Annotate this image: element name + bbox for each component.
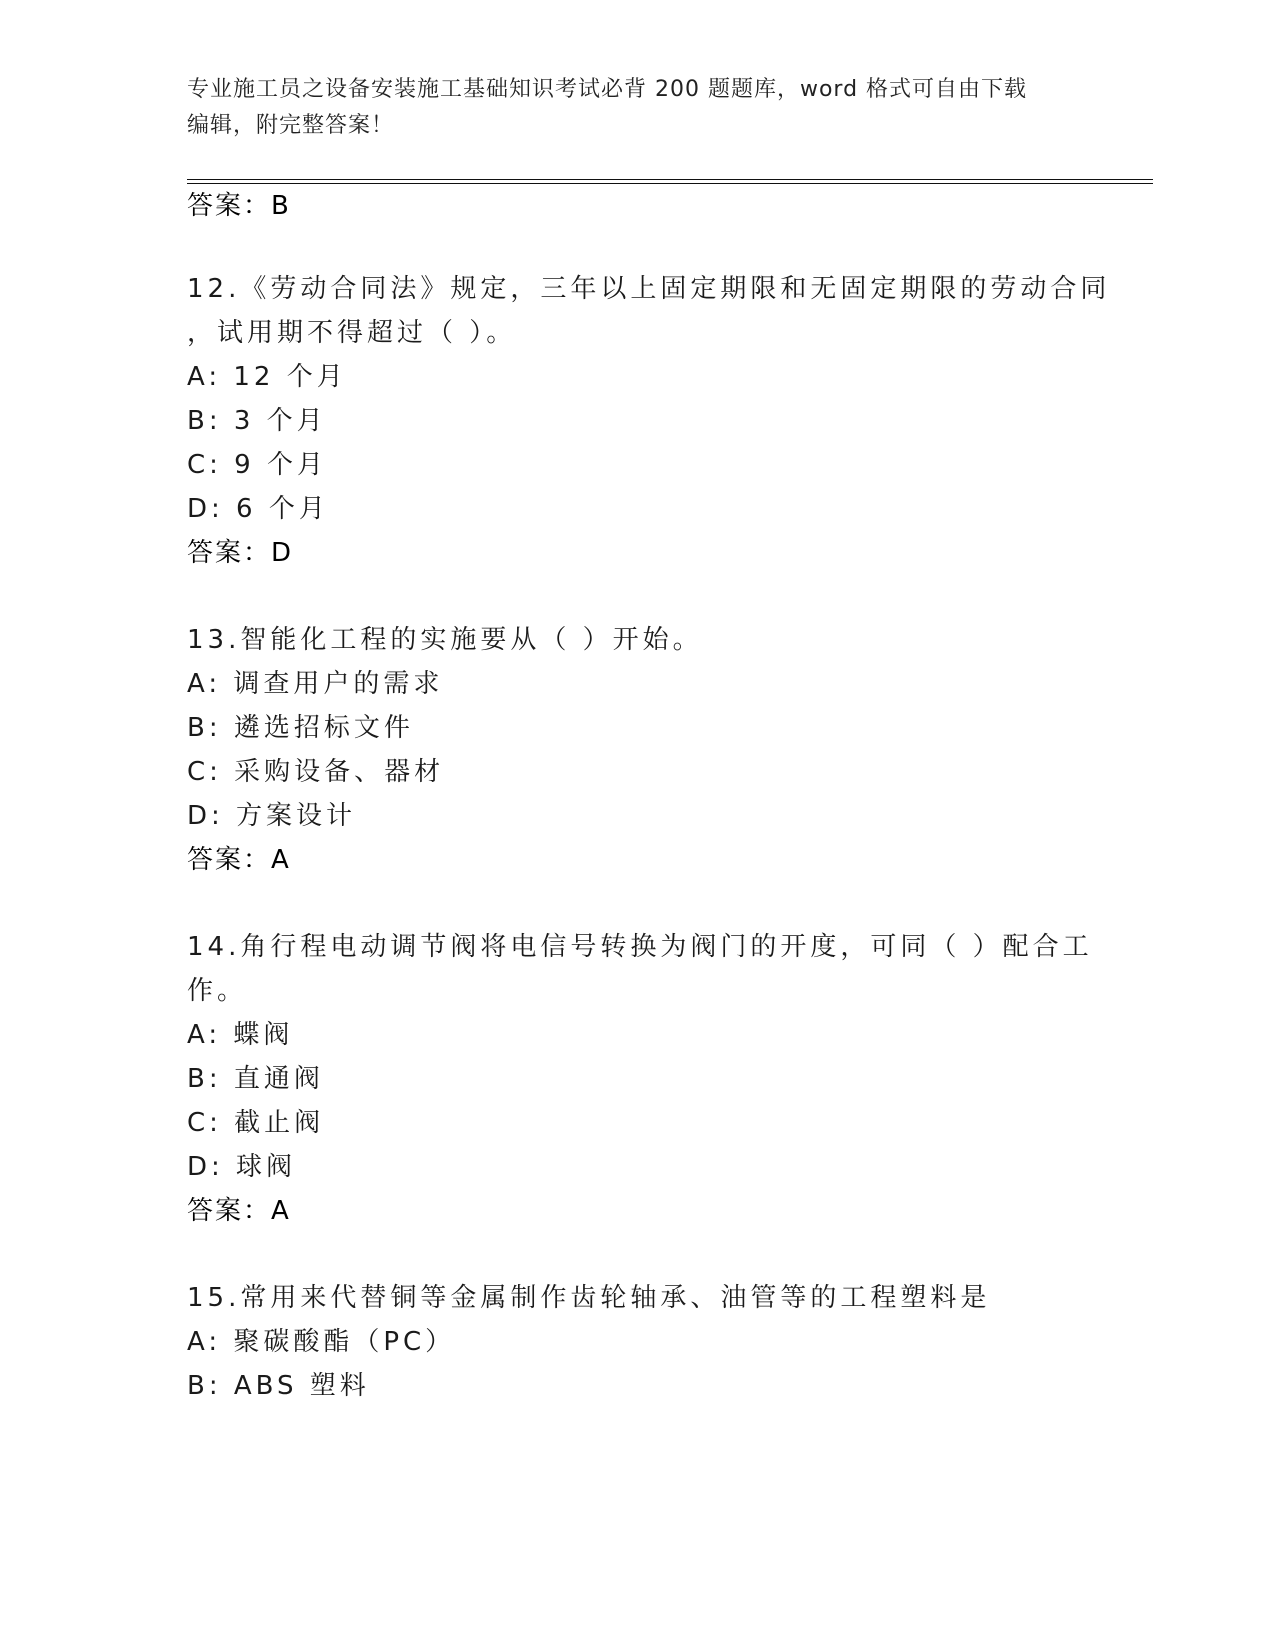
header-rule-bottom — [187, 183, 1153, 184]
q13-option-d: D: 方案设计 — [187, 801, 357, 831]
q15-option-b: B: ABS 塑料 — [187, 1371, 370, 1401]
q13-option-a: A: 调查用户的需求 — [187, 669, 444, 699]
q12-stem-line-1: 12.《劳动合同法》规定，三年以上固定期限和无固定期限的劳动合同 — [187, 274, 1111, 304]
q13-option-b: B: 遴选招标文件 — [187, 713, 414, 743]
header-line-1: 专业施工员之设备安装施工基础知识考试必背 200 题题库，word 格式可自由下载 — [187, 77, 1028, 102]
header-rule-top — [187, 179, 1153, 180]
q14-answer: 答案：A — [187, 1196, 291, 1226]
q13-stem-line-1: 13.智能化工程的实施要从（ ）开始。 — [187, 625, 703, 655]
q14-option-a: A: 蝶阀 — [187, 1020, 294, 1050]
q12-option-a: A: 12 个月 — [187, 362, 347, 392]
header-line-2: 编辑，附完整答案！ — [187, 113, 395, 138]
q13-answer: 答案：A — [187, 845, 291, 875]
q12-stem-line-2: ，试用期不得超过（ ）。 — [187, 318, 517, 348]
q13-option-c: C: 采购设备、器材 — [187, 757, 445, 787]
q12-option-b: B: 3 个月 — [187, 406, 327, 436]
q12-option-c: C: 9 个月 — [187, 450, 327, 480]
q14-option-d: D: 球阀 — [187, 1152, 297, 1182]
q14-option-b: B: 直通阀 — [187, 1064, 324, 1094]
q12-option-d: D: 6 个月 — [187, 494, 329, 524]
q15-option-a: A: 聚碳酸酯（PC） — [187, 1327, 456, 1357]
document-header — [187, 72, 1067, 144]
prev-answer: 答案：B — [187, 191, 291, 221]
q14-option-c: C: 截止阀 — [187, 1108, 325, 1138]
q14-stem-line-2: 作。 — [187, 976, 248, 1006]
q12-answer: 答案：D — [187, 538, 294, 568]
q14-stem-line-1: 14.角行程电动调节阀将电信号转换为阀门的开度，可同（ ）配合工 — [187, 932, 1093, 962]
q15-stem-line-1: 15.常用来代替铜等金属制作齿轮轴承、油管等的工程塑料是 — [187, 1283, 991, 1313]
